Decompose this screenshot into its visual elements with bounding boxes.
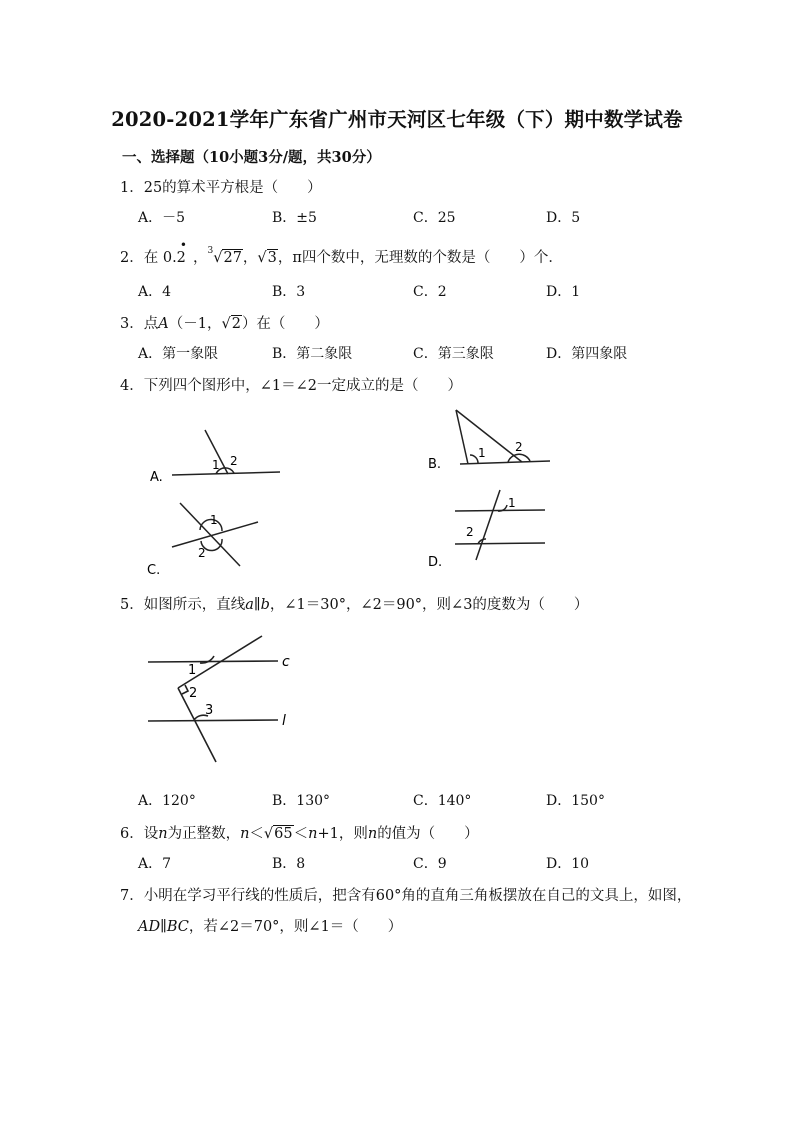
fig-a-angle-2: 2 <box>230 454 238 468</box>
fig-d-angle-1: 1 <box>508 496 516 510</box>
q7-parallel: ∥ <box>160 919 167 935</box>
q5-parallel: ∥ <box>253 597 261 613</box>
section-heading: 一、选择题（10小题3分/题，共30分） <box>122 149 381 166</box>
q6-n-2: n <box>240 826 250 842</box>
fig-c-angle-1: 1 <box>210 513 218 527</box>
q1-option-a: A．－5 <box>138 210 186 226</box>
question-6 <box>120 822 479 843</box>
fig-a-label: A. <box>150 470 163 485</box>
q2-repeating-decimal: 0.2 <box>162 250 186 266</box>
q3-sqrt-arg: 2 <box>231 316 241 332</box>
cube-root-arg: 27 <box>223 250 242 266</box>
q6-end: 的值为（ ） <box>377 826 479 842</box>
q2-option-c: C．2 <box>413 284 447 300</box>
q7-rest: ，若∠2＝70°，则∠1＝（ ） <box>188 919 403 935</box>
q6-option-d: D．10 <box>546 856 590 872</box>
q5-angle-2: 2 <box>189 686 198 701</box>
fig-b-angle-1: 1 <box>478 446 486 460</box>
q3-coord-start: （－1， <box>168 316 222 332</box>
fig-b-label: B. <box>428 457 442 472</box>
q6-lt-1: ＜ <box>249 826 264 842</box>
q6-option-a: A．7 <box>138 856 172 872</box>
q2-option-d: D．1 <box>546 284 581 300</box>
q6-sqrt-arg: 65 <box>274 826 293 842</box>
q6-prefix: 6．设 <box>120 826 159 842</box>
q1-option-d: D．5 <box>546 210 581 226</box>
q7-bc: BC <box>166 919 189 935</box>
q2-suffix: ，π四个数中，无理数的个数是（ ）个． <box>277 250 563 266</box>
q5-line-b: b <box>260 597 270 613</box>
q6-option-b: B．8 <box>272 856 306 872</box>
q5-angle-1: 1 <box>188 663 197 678</box>
q2-cube-root: $^3$√27 <box>207 246 242 266</box>
fig-c-angle-2: 2 <box>198 546 206 560</box>
q5-option-d: D．150° <box>546 793 605 809</box>
q2-square-root: √3 <box>257 250 277 266</box>
q5-text-end: ，∠1＝30°，∠2＝90°，则∠3的度数为（ ） <box>269 597 589 613</box>
q2-option-b: B．3 <box>272 284 306 300</box>
fig-d-angle-2: 2 <box>466 525 474 539</box>
q6-square-root: √65 <box>263 826 293 842</box>
q5-text-start: 5．如图所示，直线 <box>120 597 246 613</box>
question-2: 2．在 0.2•，$^3$√27，√3，π四个数中，无理数的个数是（ ）个． <box>120 238 563 266</box>
q3-coord-end: ）在（ ） <box>241 316 329 332</box>
repeat-dot: • <box>179 238 187 252</box>
question-4: 4．下列四个图形中，∠1＝∠2一定成立的是（ ） <box>120 378 462 394</box>
q6-n-4: n <box>367 826 378 842</box>
fig-a-angle-1: 1 <box>212 458 220 472</box>
cube-root-index: 3 <box>207 246 214 257</box>
q3-option-b: B．第二象限 <box>272 346 353 362</box>
q5-option-b: B．130° <box>272 793 331 809</box>
q1-option-b: B．±5 <box>272 210 317 226</box>
q3-square-root: √2 <box>221 316 241 332</box>
q5-option-a: A．120° <box>138 793 196 809</box>
q5-option-c: C．140° <box>413 793 472 809</box>
q6-mid: 为正整数， <box>167 826 241 842</box>
q3-option-a: A．第一象限 <box>138 346 219 362</box>
q2-option-a: A．4 <box>138 284 172 300</box>
q6-n-1: n <box>158 826 168 842</box>
q6-option-c: C．9 <box>413 856 447 872</box>
q3-option-d: D．第四象限 <box>546 346 628 362</box>
q5-angle-3: 3 <box>205 703 214 718</box>
sqrt-arg: 3 <box>267 250 277 266</box>
q3-option-c: C．第三象限 <box>413 346 494 362</box>
page-title: 2020-2021学年广东省广州市天河区七年级（下）期中数学试卷 <box>111 108 683 131</box>
question-7-line-2 <box>138 915 402 936</box>
q6-plus: +1，则 <box>317 826 368 842</box>
question-7-line-1: 7．小明在学习平行线的性质后，把含有60°角的直角三角板摆放在自己的文具上，如图， <box>120 888 692 904</box>
fig-d-label: D. <box>428 555 443 570</box>
q2-prefix: 2．在 <box>120 250 159 266</box>
q6-n-3: n <box>308 826 318 842</box>
fig-c-label: C. <box>147 563 161 578</box>
question-1: 1．25的算术平方根是（ ） <box>120 180 322 196</box>
q5-line-a: a <box>245 597 254 613</box>
q5-label-c: c <box>282 654 290 670</box>
q3-prefix: 3．点 <box>120 316 159 332</box>
fig-b-angle-2: 2 <box>515 440 523 454</box>
q1-option-c: C．25 <box>413 210 456 226</box>
q6-lt-2: ＜ <box>293 826 309 842</box>
q5-label-l: l <box>282 713 286 729</box>
q3-point: A <box>158 316 169 332</box>
q7-ad: AD <box>138 919 161 935</box>
